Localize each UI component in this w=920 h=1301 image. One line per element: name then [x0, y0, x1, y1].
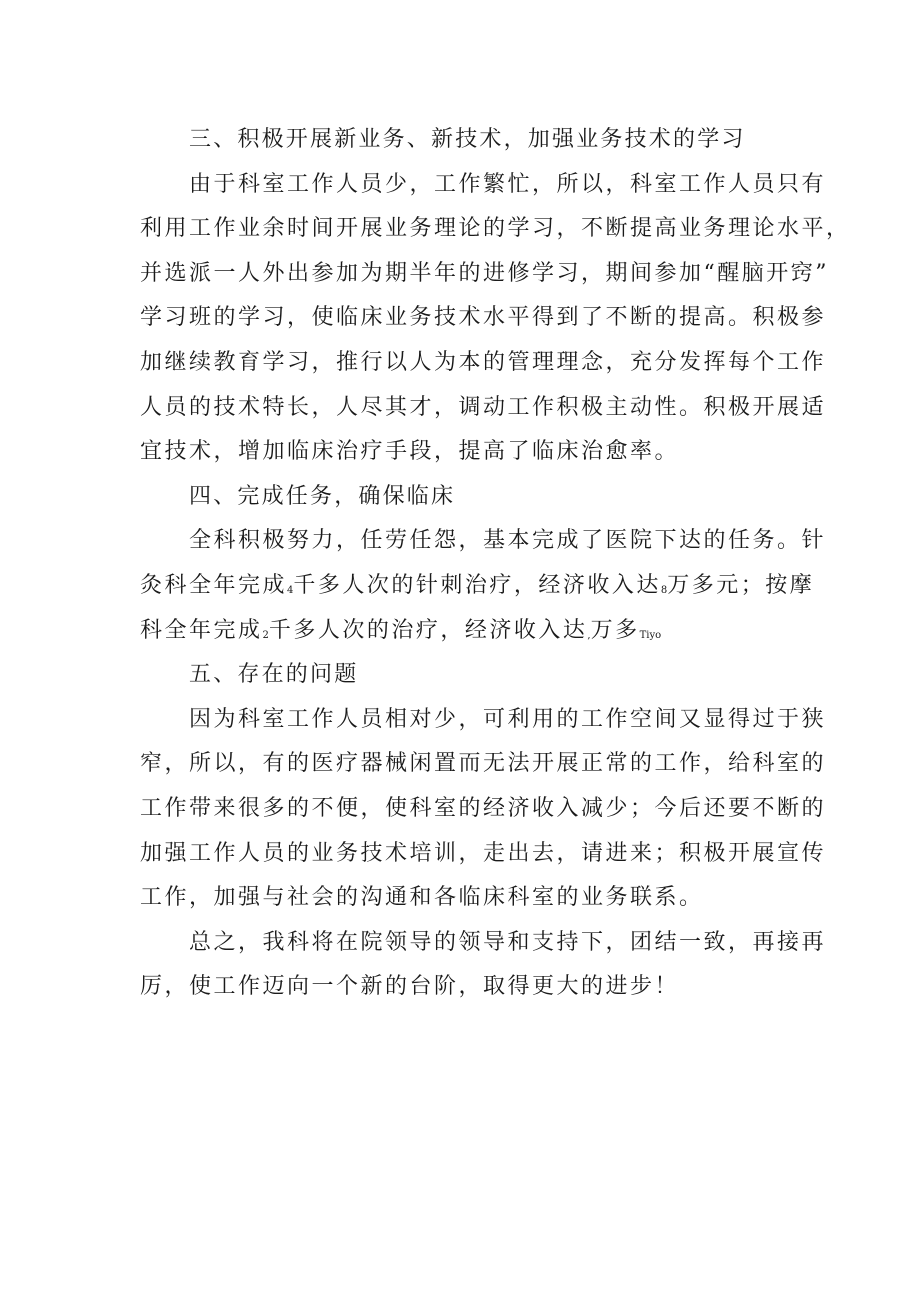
text-run: 科全年完成 [140, 617, 263, 643]
number-fragment: 2 [262, 629, 269, 641]
number-fragment: 4 [287, 584, 294, 596]
text-run: 万多 [590, 617, 640, 643]
paragraph-line: 学习班的学习，使临床业务技术水平得到了不断的提高。积极参 [140, 305, 827, 331]
paragraph-line: 宜技术，增加临床治疗手段，提高了临床治愈率。 [140, 439, 680, 465]
text-run: 千多人次的针刺治疗，经济收入达 [293, 572, 661, 598]
paragraph-line [140, 609, 780, 654]
section-heading-4: 四、完成任务，确保临床 [189, 483, 456, 509]
section-heading-5: 五、存在的问题 [189, 662, 359, 688]
paragraph-line: 总之，我科将在院领导的领导和支持下，团结一致，再接再 [189, 929, 827, 955]
paragraph-line: 因为科室工作人员相对少，可利用的工作空间又显得过于狭 [189, 706, 827, 732]
paragraph-line: 厉，使工作迈向一个新的台阶，取得更大的进步！ [140, 974, 680, 1000]
text-run: 万多元；按摩 [667, 572, 815, 598]
paragraph-line [140, 564, 815, 609]
number-fragment: , [587, 629, 591, 641]
paragraph-line: 窄，所以，有的医疗器械闲置而无法开展正常的工作，给科室的 [140, 751, 827, 777]
paragraph-line: 全科积极努力，任劳任怨，基本完成了医院下达的任务。针 [189, 528, 827, 554]
paragraph-line: 人员的技术特长，人尽其才，调动工作积极主动性。积极开展适 [140, 394, 827, 420]
paragraph-line: 工作带来很多的不便，使科室的经济收入减少；今后还要不断的 [140, 795, 827, 821]
number-fragment: 8 [660, 584, 668, 596]
paragraph-line: 加继续教育学习，推行以人为本的管理理念，充分发挥每个工作 [140, 349, 827, 375]
paragraph-line: 利用工作业余时间开展业务理论的学习，不断提高业务理论水平， [140, 216, 851, 242]
paragraph-line: 并选派一人外出参加为期半年的进修学习，期间参加“醒脑开窍” [140, 260, 829, 286]
paragraph-line: 工作，加强与社会的沟通和各临床科室的业务联系。 [140, 885, 704, 911]
paragraph-line: 由于科室工作人员少，工作繁忙，所以，科室工作人员只有 [189, 171, 827, 197]
paragraph-line: 加强工作人员的业务技术培训，走出去，请进来；积极开展宣传 [140, 840, 827, 866]
document-body [140, 118, 851, 1010]
section-heading-3: 三、积极开展新业务、新技术，加强业务技术的学习 [189, 127, 746, 152]
garbled-fragment: Tiyo [639, 629, 662, 641]
text-run: 千多人次的治疗，经济收入达 [268, 617, 588, 643]
text-run: 灸科全年完成 [140, 572, 288, 598]
